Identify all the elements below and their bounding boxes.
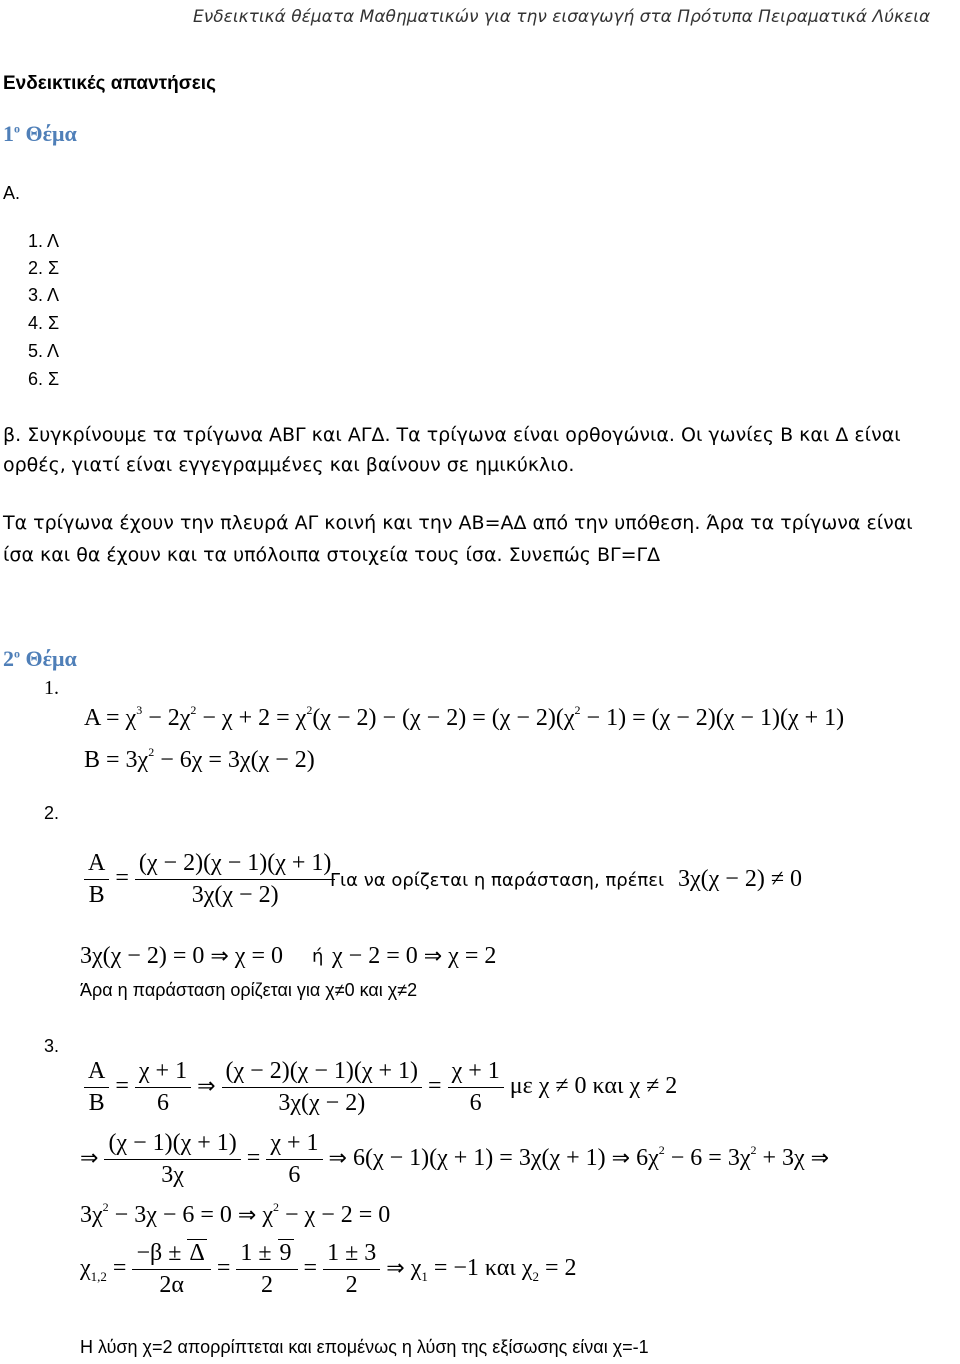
final-answer-line: Η λύση χ=2 απορρίπτεται και επομένως η λύση της εξίσωσης είναι χ=-1 bbox=[80, 1337, 649, 1357]
theme-1-number: 1 bbox=[3, 121, 14, 146]
part-b-line-2: ορθές, γιατί είναι εγγεγραμμένες και βαίνουν σε ημικύκλιο. bbox=[3, 454, 575, 476]
equation-q3-quadratic-formula: $\chi_{1,2}$ = $\frac{-\beta \pm \Delta}{2\alpha}$ = $\frac{1 \pm 9}{2}$ = $\frac{1 \pm 3}{2}$ ⇒ $\chi_1 = -1$ και $\chi_2 = 2$ bbox=[80, 1240, 577, 1298]
domain-solution-2: χ − 2 = 0 ⇒ χ = 2 bbox=[332, 943, 497, 969]
theme-1-word: Θέμα bbox=[25, 121, 77, 146]
equation-a-over-b: $\frac{A}{B}$ = $\frac{(\chi - 2)(\chi - 1)(\chi + 1)}{3\chi(\chi - 2)}$ bbox=[84, 850, 335, 909]
question-2-label: 2. bbox=[44, 803, 60, 823]
equation-a-factorization: $A = \chi^3 - 2\chi^2 - \chi + 2 = \chi^2(\chi - 2) - (\chi - 2) = (\chi - 2)(\chi^2 - 1) = (\chi - 2)(\chi - 1)(\chi + 1)$ bbox=[84, 703, 845, 731]
question-3-label: 3. bbox=[44, 1036, 60, 1056]
part-b-line-1: β. Συγκρίνουμε τα τρίγωνα ΑΒΓ και ΑΓΔ. Τα τρίγωνα είναι ορθογώνια. Οι γωνίες Β και Δ είναι bbox=[3, 424, 901, 446]
equation-b-factorization: $B = 3\chi^2 - 6\chi = 3\chi(\chi - 2)$ bbox=[84, 745, 315, 773]
theme-1-sup: ο bbox=[14, 121, 20, 136]
theme-2-sup: ο bbox=[14, 646, 20, 661]
domain-or: ή bbox=[312, 946, 324, 967]
domain-solution-1: 3χ(χ − 2) = 0 ⇒ χ = 0 bbox=[80, 943, 283, 969]
answer-4: 4. Σ bbox=[28, 313, 60, 333]
theme-2-number: 2 bbox=[3, 646, 14, 671]
theme-2-word: Θέμα bbox=[25, 646, 77, 671]
answer-5: 5. Λ bbox=[28, 341, 60, 361]
answer-3: 3. Λ bbox=[28, 285, 60, 305]
answer-6: 6. Σ bbox=[28, 369, 60, 389]
fraction-a-b: $\frac{A}{B}$ bbox=[84, 850, 109, 909]
equation-q3-line-2: ⇒ $\frac{(\chi - 1)(\chi + 1)}{3\chi}$ = $\frac{\chi + 1}{6}$ ⇒ 6(χ − 1)(χ + 1) = 3χ(χ + 1) ⇒ $6\chi^2 - 6 = 3\chi^2 + 3\chi$ ⇒ bbox=[80, 1130, 830, 1188]
part-b-line-4: ίσα και θα έχουν και τα υπόλοιπα στοιχεία τους ίσα. Συνεπώς ΒΓ=ΓΔ bbox=[3, 544, 661, 566]
answer-2: 2. Σ bbox=[28, 258, 60, 278]
document-title: Ενδεικτικές απαντήσεις bbox=[3, 73, 216, 94]
equation-q3-line-3: $3\chi^2 - 3\chi - 6 = 0$ ⇒ $\chi^2 - \chi - 2 = 0$ bbox=[80, 1200, 391, 1228]
domain-condition-text: Για να ορίζεται η παράσταση, πρέπει bbox=[330, 870, 665, 891]
domain-conclusion: Άρα η παράσταση ορίζεται για χ≠0 και χ≠2 bbox=[80, 980, 418, 1000]
answer-1: 1. Λ bbox=[28, 231, 60, 251]
question-1-label: 1. bbox=[44, 677, 59, 699]
theme-2-heading bbox=[3, 646, 77, 672]
equation-q3-line-1: $\frac{A}{B}$ = $\frac{\chi + 1}{6}$ ⇒ $\frac{(\chi - 2)(\chi - 1)(\chi + 1)}{3\chi(\chi - 2)}$ = $\frac{\chi + 1}{6}$ με χ ≠ 0 και χ ≠ 2 bbox=[84, 1058, 677, 1117]
part-a-label: Α. bbox=[3, 183, 21, 203]
page-header: Ενδεικτικά θέματα Μαθηματικών για την εισαγωγή στα Πρότυπα Πειραματικά Λύκεια bbox=[193, 7, 931, 27]
part-b-line-3: Τα τρίγωνα έχουν την πλευρά ΑΓ κοινή και την ΑΒ=ΑΔ από την υπόθεση. Άρα τα τρίγωνα είναι bbox=[3, 512, 913, 534]
fraction-simplify: $\frac{(\chi - 2)(\chi - 1)(\chi + 1)}{3\chi(\chi - 2)}$ bbox=[135, 850, 336, 909]
theme-1-heading bbox=[3, 121, 77, 147]
domain-condition-math: 3χ(χ − 2) ≠ 0 bbox=[678, 866, 802, 892]
